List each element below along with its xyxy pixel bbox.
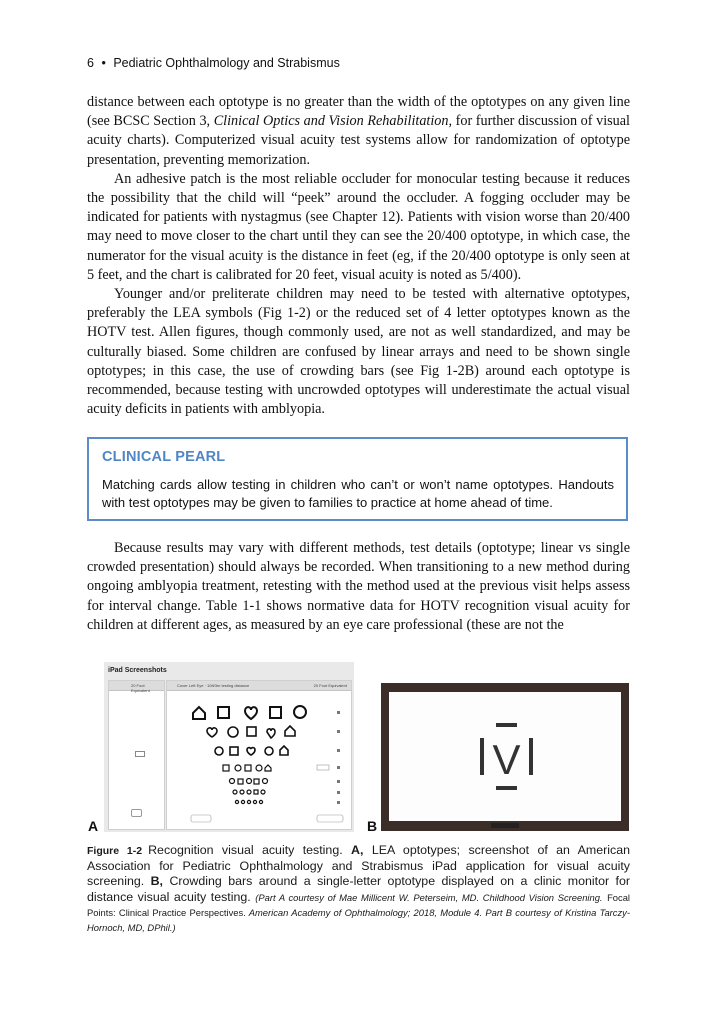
optotype-letter: V bbox=[492, 736, 521, 783]
ipad-screenshot-left: 20 Foot Equivalent bbox=[108, 680, 165, 830]
monitor-screen bbox=[389, 692, 621, 821]
ipad-screenshot-main: Cover Left Eye · 10ft/3m testing distance 20 Foot Equivalent bbox=[166, 680, 352, 830]
body-text-lower bbox=[87, 539, 630, 635]
crowded-optotype bbox=[389, 692, 621, 821]
paragraph-2: An adhesive patch is the most reliable occluder for monocular testing because it reduces the possibility that the child will “peek” around the occluder. A fogging occluder may be indicated for patients with nystagmus (see Chapter 12). Patients with vision worse than 20/400 may need to move closer to the chart until they can see the 20/400 optotype, in which case, the numerator for the visual acuity is the distance in feet (eg, if the 20/400 optotype is only seen at 5 feet, and the chart is calibrated for 20 feet, visual acuity is noted as 5/400). bbox=[87, 170, 630, 283]
clinical-pearl-box bbox=[87, 437, 628, 521]
clinical-pearl-title: CLINICAL PEARL bbox=[102, 449, 226, 465]
figure-caption: Figure 1-2 Recognition visual acuity testing. A, LEA optotypes; screenshot of an American Association for Pediatric Ophthalmology and Strabismus iPad application for visual acuity screening. B, Crowding bars around a single-letter optotype displayed on a clinic monitor for distance visual acuity testing. (Part A courtesy of Mae Millicent W. Peterseim, MD. Childhood Vision Screening. Focal Points: Clinical Practice Perspectives. American Academy of Ophthalmology; 2018, Module 4. Part B courtesy of Kristina Tarczy-Hornoch, MD, DPhil.) bbox=[87, 843, 630, 934]
ipad-screenshots-title: iPad Screenshots bbox=[108, 667, 167, 674]
lea-optotype-chart bbox=[167, 681, 351, 829]
ipad-small-box bbox=[135, 751, 145, 757]
caption-credit-3: American Academy of Ophthalmology; 2018, Module 4. Part B courtesy of Kristina Tarczy-Hornoch, MD, DPhil.) bbox=[87, 906, 630, 934]
book-title-italic: Clinical Optics and Vision Rehabilitation, bbox=[213, 113, 453, 130]
ipad-button-left bbox=[131, 809, 142, 817]
body-text-upper bbox=[87, 93, 630, 419]
figure-panel-b bbox=[381, 683, 629, 831]
caption-credit-2: Focal Points: Clinical Practice Perspectives. bbox=[87, 891, 630, 918]
paragraph-3: Younger and/or preliterate children may need to be tested with alternative optotypes, preferably the LEA symbols (Fig 1-2) or the reduced set of 4 letter optotypes known as the HOTV test. Allen figures, though commonly used, are not as well standardized, and may be culturally biased. Some children are confused by linear arrays and need to be shown single optotypes; in this case, the use of crowding bars (see Fig 1-2B) around each optotype is recommended, because testing with uncrowded optotypes will underestimate the actual visual acuity deficits in patients with amblyopia. bbox=[87, 286, 630, 418]
crowding-bar-right bbox=[529, 738, 533, 775]
running-header bbox=[87, 56, 340, 70]
page-number: 6 bbox=[87, 56, 94, 70]
running-title: Pediatric Ophthalmology and Strabismus bbox=[113, 56, 340, 70]
clinical-pearl-text: Matching cards allow testing in children who can’t or won’t name optotypes. Handouts with test optotypes may be given to families to practice at home ahead of time. bbox=[102, 477, 614, 510]
crowding-bar-top bbox=[496, 723, 517, 727]
figure-label-a: A bbox=[88, 818, 99, 834]
figure-label-b: B bbox=[367, 818, 378, 834]
monitor-stand bbox=[491, 823, 519, 828]
caption-credit-1: (Part A courtesy of Mae Millicent W. Peterseim, MD. Childhood Vision Screening. bbox=[255, 891, 603, 903]
paragraph-4: Because results may vary with different methods, test details (optotype; linear vs single crowded presentation) should always be recorded. When transitioning to a new method during ongoing amblyopia treatment, retesting with the method used at the previous visit helps assess for interval change. Table 1-1 shows normative data for HOTV recognition visual acuity for children at different ages, as measured by an eye care professional (these are not the bbox=[87, 540, 630, 633]
caption-figure-label: Figure 1-2 bbox=[87, 845, 143, 857]
crowding-bar-bottom bbox=[496, 786, 517, 790]
figure-panel-a bbox=[104, 662, 354, 832]
crowding-bar-left bbox=[480, 738, 484, 775]
paragraph-1: distance between each optotype is no greater than the width of the optotypes on any given line (see BCSC Section 3, Clinical Optics and Vision Rehabilitation, for further discussion of visual acuity charts). Computerized visual acuity test systems allow for randomization of optotype presentation, preventing memorization. bbox=[87, 94, 630, 168]
header-bullet: • bbox=[101, 56, 106, 70]
